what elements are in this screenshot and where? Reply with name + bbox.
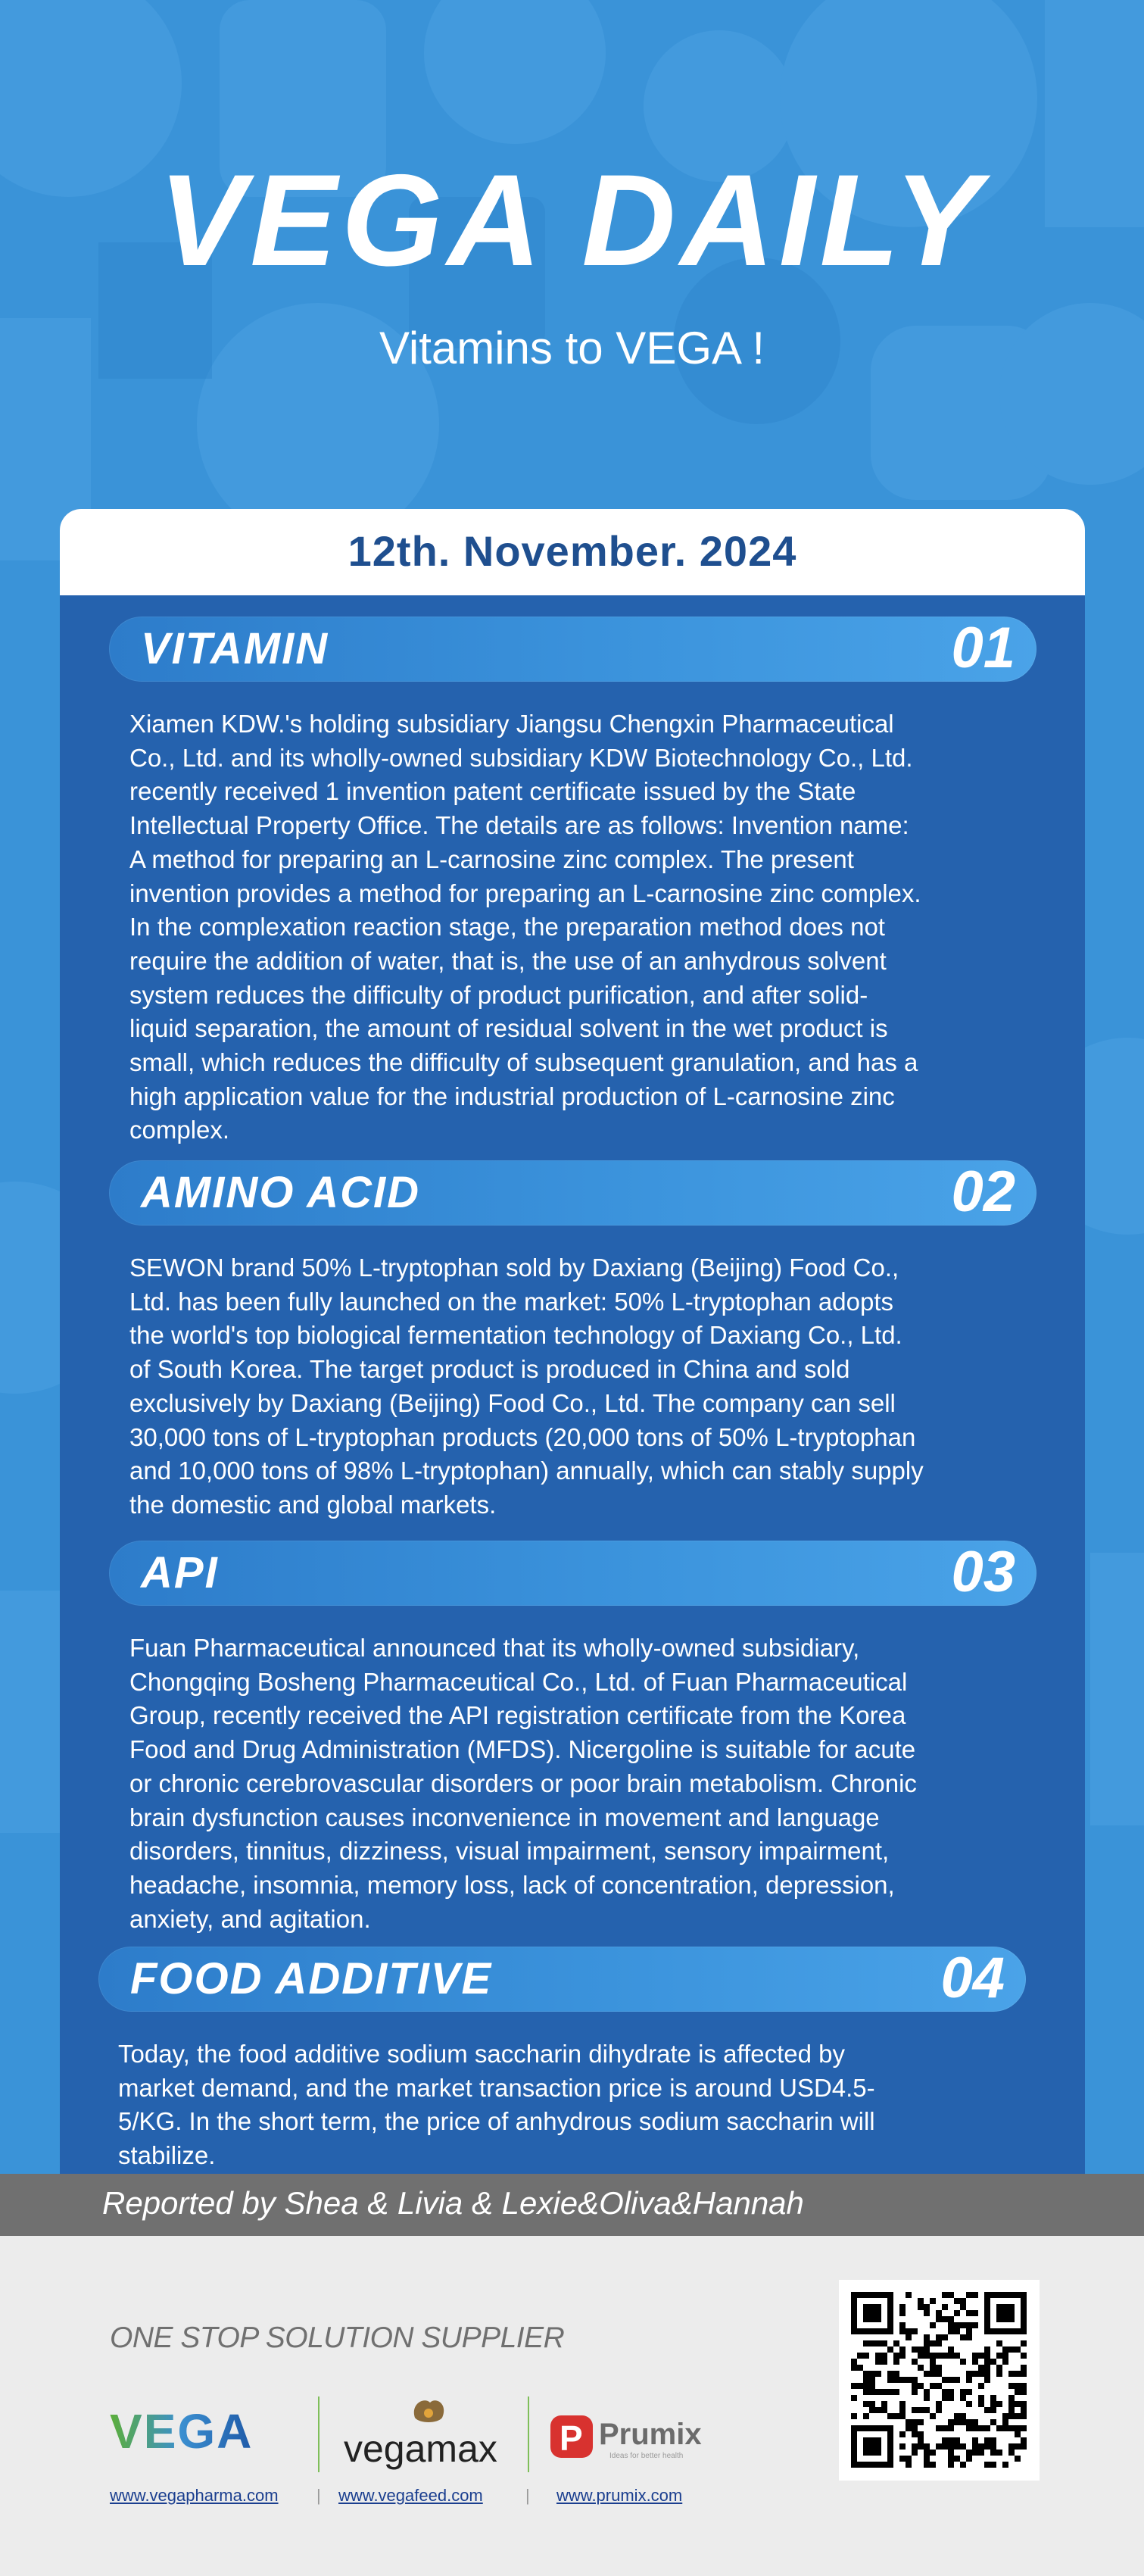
section-header-amino-acid — [109, 1160, 1036, 1226]
body-line: 30,000 tons of L-tryptophan products (20,000 tons of 50% L-tryptophan — [129, 1422, 916, 1451]
body-line: 5/KG. In the short term, the price of anhydrous sodium saccharin will — [118, 2107, 875, 2136]
body-line: disorders, tinnitus, dizziness, visual impairment, sensory impairment, — [129, 1837, 890, 1866]
body-line: small, which reduces the difficulty of subsequent granulation, and has a — [129, 1048, 918, 1077]
page-subtitle: Vitamins to VEGA ! — [379, 323, 765, 373]
vegamax-logo-text: vegamax — [344, 2428, 497, 2470]
body-line: Food and Drug Administration (MFDS). Nicergoline is suitable for acute — [129, 1735, 916, 1764]
section-label: FOOD ADDITIVE — [130, 1954, 493, 2003]
section-header-food-additive — [98, 1947, 1026, 2012]
body-line: Co., Ltd. and its wholly-owned subsidiary KDW Biotechnology Co., Ltd. — [129, 743, 913, 772]
link-prumix[interactable]: www.prumix.com — [556, 2486, 683, 2505]
body-line: the world's top biological fermentation technology of Daxiang Co., Ltd. — [129, 1321, 902, 1350]
section-label: API — [141, 1548, 219, 1597]
body-line: Intellectual Property Office. The details are as follows: Invention name: — [129, 811, 909, 840]
prumix-logo[interactable] — [549, 2406, 731, 2467]
vega-logo[interactable] — [110, 2404, 295, 2457]
body-line: of South Korea. The target product is produced in China and sold — [129, 1355, 850, 1384]
body-line: liquid separation, the amount of residual solvent in the wet product is — [129, 1014, 888, 1043]
body-line: the domestic and global markets. — [129, 1490, 497, 1519]
section-header-vitamin — [109, 617, 1036, 682]
link-vegafeed[interactable]: www.vegafeed.com — [338, 2486, 483, 2505]
body-line: complex. — [129, 1116, 230, 1144]
body-line: In the complexation reaction stage, the preparation method does not — [129, 913, 885, 941]
vegamax-dot-icon — [424, 2409, 433, 2418]
section-number: 02 — [951, 1160, 1015, 1224]
vega-logo-text: VEGA — [110, 2404, 254, 2457]
section-label: VITAMIN — [141, 624, 329, 673]
body-line: high application value for the industrial production of L-carnosine zinc — [129, 1082, 895, 1110]
reporter-credit: Reported by Shea & Livia & Lexie&Oliva&Hannah — [102, 2185, 804, 2221]
body-line: Xiamen KDW.'s holding subsidiary Jiangsu Chengxin Pharmaceutical — [129, 710, 894, 738]
section-body-amino-acid — [129, 1251, 924, 1522]
issue-date: 12th. November. 2024 — [348, 527, 797, 575]
body-line: anxiety, and agitation. — [129, 1904, 371, 1933]
body-line: exclusively by Daxiang (Beijing) Food Co., Ltd. The company can sell — [129, 1388, 896, 1417]
body-line: brain dysfunction causes inconvenience in movement and language — [129, 1803, 880, 1831]
body-line: stabilize. — [118, 2141, 216, 2170]
date-bar — [60, 509, 1085, 595]
body-line: Chongqing Bosheng Pharmaceutical Co., Ltd. of Fuan Pharmaceutical — [129, 1667, 908, 1696]
reporter-bar — [0, 2174, 1144, 2236]
body-line: market demand, and the market transaction price is around USD4.5- — [118, 2073, 875, 2102]
prumix-tagline: Ideas for better health — [609, 2452, 684, 2460]
footer-tagline: ONE STOP SOLUTION SUPPLIER — [110, 2322, 565, 2354]
body-line: invention provides a method for preparing an L-carnosine zinc complex. — [129, 879, 921, 907]
body-line: or chronic cerebrovascular disorders or poor brain metabolism. Chronic — [129, 1769, 917, 1797]
section-body-api — [129, 1631, 917, 1936]
news-card — [60, 509, 1085, 2174]
section-number: 04 — [940, 1946, 1005, 2010]
footer — [0, 2236, 1144, 2576]
section-body-food-additive — [118, 2037, 875, 2173]
qr-code-icon — [839, 2280, 1040, 2481]
section-body-vitamin — [129, 707, 921, 1147]
page-title: VEGA DAILY — [158, 148, 986, 293]
body-line: recently received 1 invention patent certificate issued by the State — [129, 777, 856, 806]
body-line: SEWON brand 50% L-tryptophan sold by Daxiang (Beijing) Food Co., — [129, 1254, 899, 1282]
body-line: and 10,000 tons of 98% L-tryptophan) annually, which can stably supply — [129, 1457, 924, 1485]
link-separator: | — [525, 2486, 530, 2505]
body-line: require the addition of water, that is, the use of an anhydrous solvent — [129, 946, 887, 975]
logo-divider — [318, 2396, 320, 2472]
logo-divider — [528, 2396, 529, 2472]
body-line: headache, insomnia, memory loss, lack of concentration, depression, — [129, 1870, 895, 1899]
prumix-logo-text: Prumix — [599, 2418, 702, 2451]
svg-text:P: P — [560, 2418, 583, 2458]
section-header-api — [109, 1541, 1036, 1606]
link-vegapharma[interactable]: www.vegapharma.com — [110, 2486, 279, 2505]
section-number: 03 — [951, 1540, 1015, 1604]
body-line: system reduces the difficulty of product purification, and after solid- — [129, 980, 868, 1009]
body-line: Ltd. has been fully launched on the market: 50% L-tryptophan adopts — [129, 1287, 893, 1316]
qr-code[interactable] — [839, 2280, 1040, 2481]
section-label: AMINO ACID — [141, 1168, 421, 1217]
body-line: Fuan Pharmaceutical announced that its wholly-owned subsidiary, — [129, 1634, 860, 1662]
body-line: A method for preparing an L-carnosine zinc complex. The present — [129, 845, 854, 873]
body-line: Group, recently received the API registration certificate from the Korea — [129, 1701, 906, 1730]
section-number: 01 — [951, 616, 1015, 680]
vegamax-logo[interactable] — [341, 2395, 522, 2471]
body-line: Today, the food additive sodium saccharin dihydrate is affected by — [118, 2040, 846, 2068]
link-separator: | — [316, 2486, 321, 2505]
